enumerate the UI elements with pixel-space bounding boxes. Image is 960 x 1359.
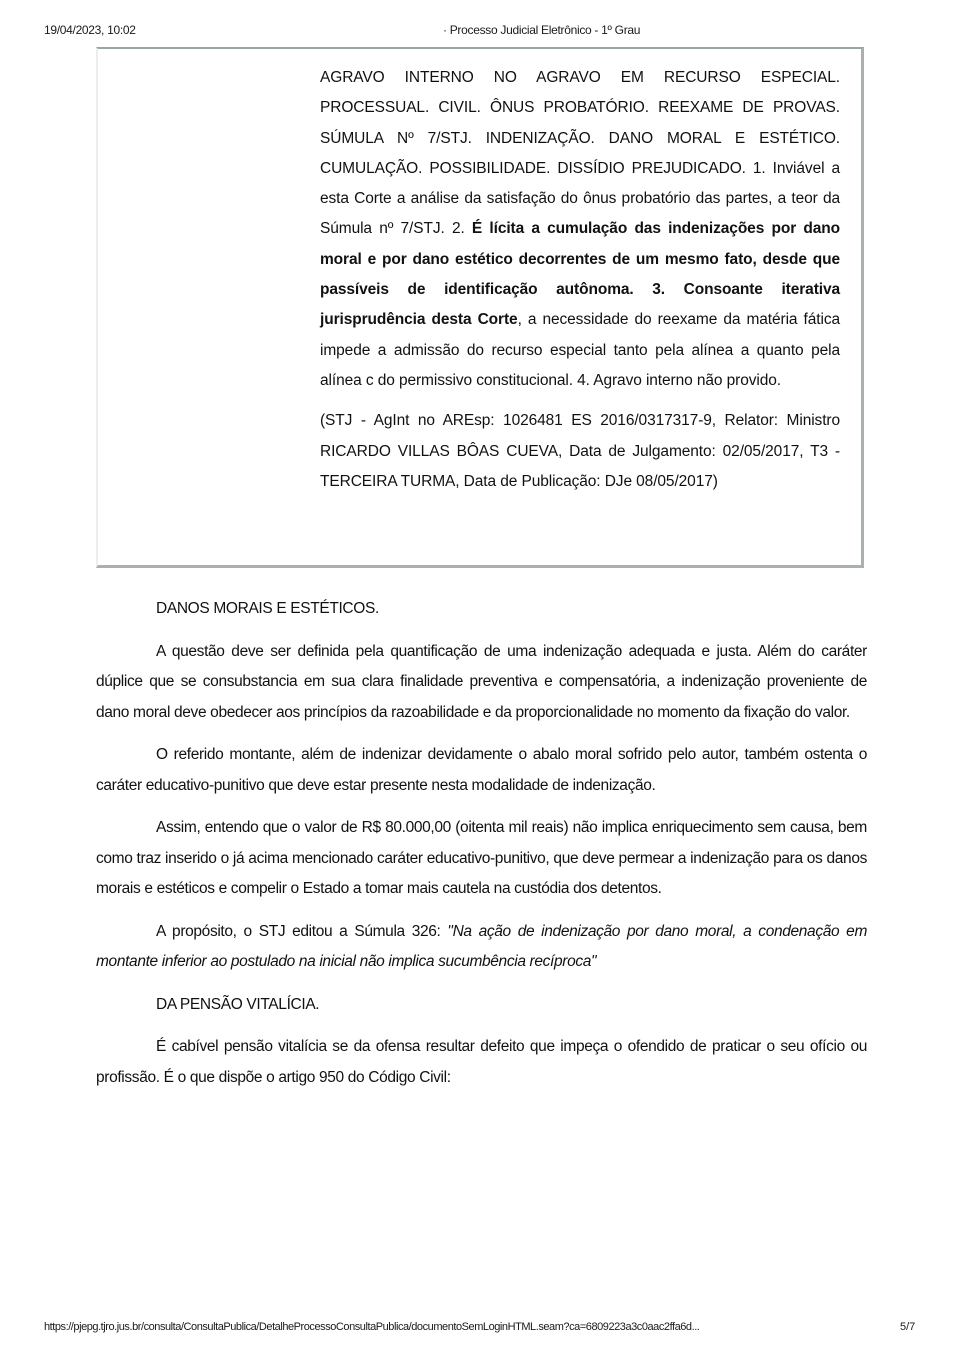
jurisprudence-quote-box: [96, 47, 864, 568]
sumula-quote: "Na ação de indenização por dano moral, a condenação em montante inferior ao postulado na inicial não implica sucumbência recíproca": [96, 922, 868, 970]
paragraph: O referido montante, além de indenizar devidamente o abalo moral sofrido pelo autor, também ostenta o caráter educativo-punitivo que deve estar presente nesta modalidade de indenização.: [96, 746, 867, 794]
ementa-bold-excerpt: É lícita a cumulação das indenizações por dano moral e por dano estético decorrentes de um mesmo fato, desde que passíveis de identificação autônoma. 3. Consoante iterativa jurisprudência desta Corte: [320, 220, 840, 329]
section-heading-pensao: DA PENSÃO VITALÍCIA.: [156, 995, 320, 1013]
quote-content: [320, 63, 840, 497]
print-page-title: · Processo Judicial Eletrônico - 1º Grau: [443, 23, 641, 37]
paragraph-sumula: [96, 917, 867, 978]
print-datetime: 19/04/2023, 10:02: [44, 23, 136, 37]
paragraph: A questão deve ser definida pela quantificação de uma indenização adequada e justa. Além do caráter dúplice que se consubstancia em sua clara finalidade preventiva e compensatória, a indenização proveniente de dano moral deve obedecer aos princípios da razoabilidade e da proporcionalidade no momento da fixação do valor.: [96, 642, 867, 721]
ementa-paragraph: [320, 63, 840, 396]
document-body: [96, 594, 867, 1105]
citation-paragraph: (STJ - AgInt no AREsp: 1026481 ES 2016/0317317-9, Relator: Ministro RICARDO VILLAS BÔAS CUEVA, Data de Julgamento: 02/05/2017, T3 - TERCEIRA TURMA, Data de Publicação: DJe 08/05/2017): [320, 412, 840, 490]
sumula-intro: A propósito, o STJ editou a Súmula 326:: [156, 922, 448, 940]
ementa-caps: AGRAVO INTERNO NO AGRAVO EM RECURSO ESPECIAL. PROCESSUAL. CIVIL. ÔNUS PROBATÓRIO. REEXAME DE PROVAS. SÚMULA Nº 7/STJ. INDENIZAÇÃO. DANO MORAL E ESTÉTICO. CUMULAÇÃO. POSSIBILIDADE. DISSÍDIO PREJUDICADO.: [320, 69, 840, 177]
ementa-item1: 1. Inviável a esta Corte a análise da satisfação do ônus probatório das partes, a teor da Súmula nº 7/STJ. 2.: [320, 159, 841, 238]
print-url: https://pjepg.tjro.jus.br/consulta/ConsultaPublica/DetalheProcessoConsultaPublica/documentoSemLoginHTML.seam?ca=6809223a3c0aac2ffa6d...: [44, 1321, 700, 1333]
section-heading-danos: DANOS MORAIS E ESTÉTICOS.: [156, 600, 379, 617]
page-number: 5/7: [900, 1321, 916, 1333]
ementa-rest: , a necessidade do reexame da matéria fática impede a admissão do recurso especial tanto pela alínea a quanto pela alínea c do permissivo constitucional. 4. Agravo interno não provido.: [320, 311, 840, 389]
paragraph: Assim, entendo que o valor de R$ 80.000,00 (oitenta mil reais) não implica enriquecimento sem causa, bem como traz inserido o já acima mencionado caráter educativo-punitivo, que deve permear a indenização para os danos morais e estéticos e compelir o Estado a tomar mais cautela na custódia dos detentos.: [96, 819, 867, 897]
paragraph: É cabível pensão vitalícia se da ofensa resultar defeito que impeça o ofendido de praticar o seu ofício ou profissão. É o que dispõe o artigo 950 do Código Civil:: [96, 1038, 867, 1086]
